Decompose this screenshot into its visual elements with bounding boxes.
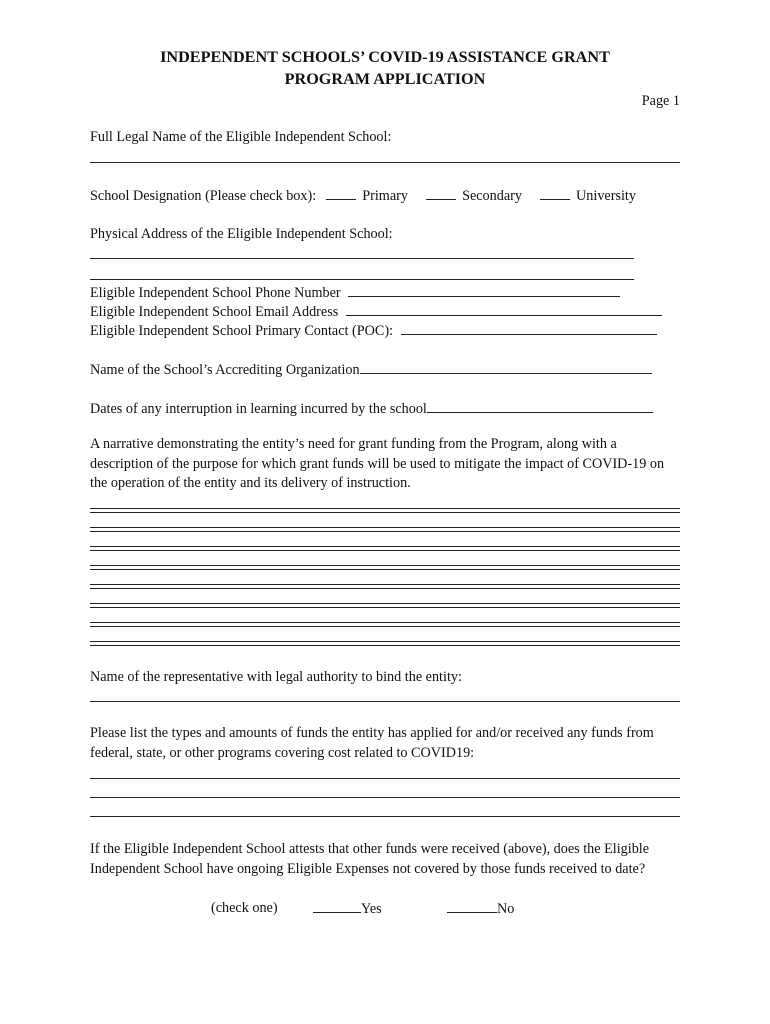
address-label: Physical Address of the Eligible Independent School: (90, 226, 393, 242)
narrative-line[interactable] (90, 546, 680, 547)
page-number: Page 1 (641, 93, 680, 109)
university-checkbox-line[interactable] (540, 186, 570, 200)
funds-prompt: Please list the types and amounts of funds the entity has applied for and/or received any funds from federal, state, or other programs covering cost related to COVID19: (90, 725, 654, 761)
address-line-1[interactable] (90, 258, 634, 259)
secondary-checkbox-line[interactable] (426, 186, 456, 200)
interruption-field-line[interactable] (427, 399, 653, 413)
university-option-label: University (576, 188, 636, 204)
legal-name-line[interactable] (90, 162, 680, 163)
yes-option (313, 899, 382, 918)
poc-label: Eligible Independent School Primary Contact (POC): (90, 323, 394, 339)
poc-field-line[interactable] (401, 321, 657, 335)
narrative-line[interactable] (90, 527, 680, 528)
email-label: Eligible Independent School Email Address (90, 304, 339, 320)
form-title-line2: PROGRAM APPLICATION (284, 70, 486, 88)
accrediting-label: Name of the School’s Accrediting Organization (90, 362, 360, 378)
ongoing-expenses-prompt: If the Eligible Independent School attests that other funds were received (above), does the Eligible Independent School have ongoing Eligible Expenses not covered by those funds received to date? (90, 841, 650, 877)
narrative-line[interactable] (90, 645, 680, 646)
narrative-line[interactable] (90, 550, 680, 551)
narrative-line[interactable] (90, 626, 680, 627)
yes-option-label: Yes (361, 901, 382, 917)
primary-checkbox-line[interactable] (326, 186, 356, 200)
accrediting-field-line[interactable] (360, 360, 652, 374)
no-option-label: No (497, 901, 515, 917)
no-checkbox-line[interactable] (447, 899, 497, 913)
designation-row (90, 186, 636, 205)
interruption-row (90, 399, 653, 418)
accrediting-row (90, 360, 652, 379)
designation-label: School Designation (Please check box): (90, 188, 317, 204)
no-option (447, 899, 514, 918)
narrative-line[interactable] (90, 508, 680, 509)
funds-line[interactable] (90, 816, 680, 817)
legal-name-label: Full Legal Name of the Eligible Independent School: (90, 129, 392, 145)
narrative-line[interactable] (90, 588, 680, 589)
funds-line[interactable] (90, 797, 680, 798)
narrative-line[interactable] (90, 565, 680, 566)
phone-label: Eligible Independent School Phone Number (90, 285, 341, 301)
email-row (90, 302, 662, 321)
representative-label: Name of the representative with legal authority to bind the entity: (90, 669, 462, 685)
narrative-line[interactable] (90, 531, 680, 532)
primary-option-label: Primary (362, 188, 408, 204)
phone-field-line[interactable] (348, 283, 620, 297)
narrative-line[interactable] (90, 584, 680, 585)
narrative-line[interactable] (90, 622, 680, 623)
phone-row (90, 283, 620, 302)
form-title (0, 46, 770, 90)
form-title-line1: INDEPENDENT SCHOOLS’ COVID-19 ASSISTANCE GRANT (160, 48, 610, 66)
narrative-line[interactable] (90, 512, 680, 513)
secondary-option-label: Secondary (462, 188, 522, 204)
narrative-prompt: A narrative demonstrating the entity’s need for grant funding from the Program, along with a description of the purpose for which grant funds will be used to mitigate the impact of COVID-19 on the operation of the entity and its delivery of instruction. (90, 436, 665, 491)
narrative-line[interactable] (90, 607, 680, 608)
interruption-label: Dates of any interruption in learning incurred by the school (90, 401, 427, 417)
representative-field-line[interactable] (90, 701, 680, 702)
email-field-line[interactable] (346, 302, 662, 316)
address-line-2[interactable] (90, 279, 634, 280)
narrative-line[interactable] (90, 641, 680, 642)
funds-line[interactable] (90, 778, 680, 779)
poc-row (90, 321, 657, 340)
narrative-line[interactable] (90, 569, 680, 570)
yes-checkbox-line[interactable] (313, 899, 361, 913)
check-one-label: (check one) (211, 900, 278, 916)
narrative-line[interactable] (90, 603, 680, 604)
